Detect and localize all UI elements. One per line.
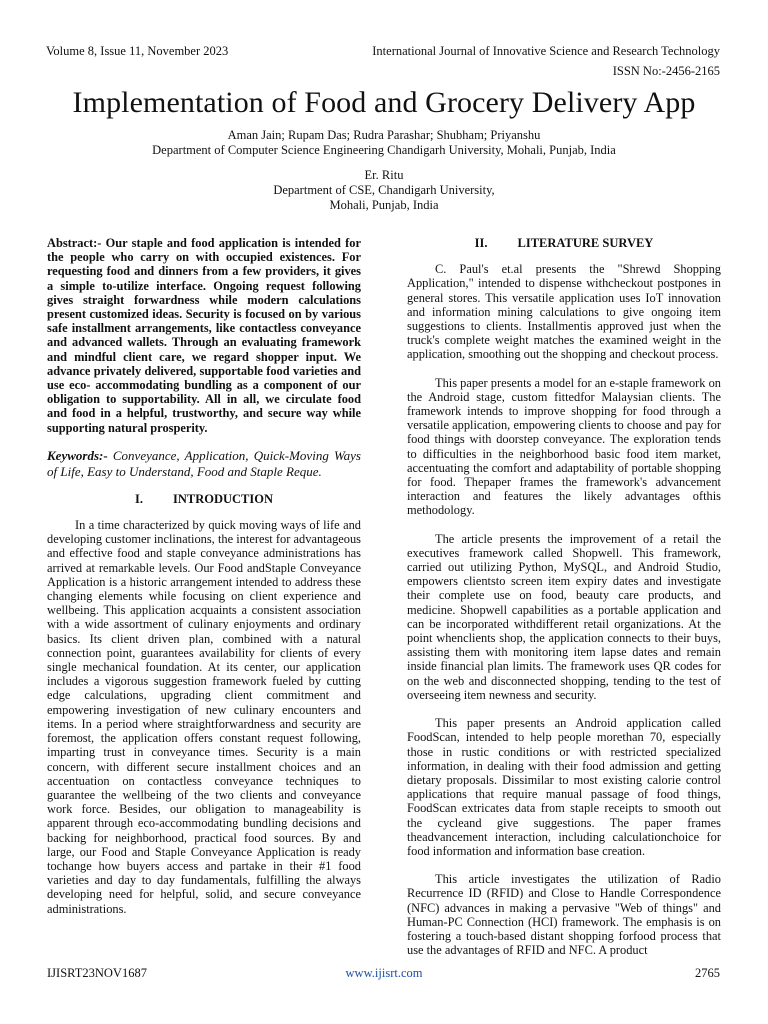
keywords-text: Conveyance, Application, Quick-Moving Ways of Life, Easy to Understand, Food and Staple Reque.: [47, 447, 361, 479]
literature-paragraph-4: This paper presents an Android application called FoodScan, intended to help people morethan 70, especially those in rustic conditions or with restricted specialized information, in dealing with their food admission and getting dietary proposals. Dissimilar to most existing calorie control applications that require manual passage of food things, FoodScan extricates data from staple receipts to smooth out the cycleand give suggestions. The paper frames theadvancement interaction, including calculationchoice for food information and information base creation.: [407, 716, 721, 858]
literature-paragraph-3: The article presents the improvement of a retail the executives framework called Shopwell. This framework, carried out utilizing Python, MySQL, and Android Studio, empowers clientsto screen item expiry dates and investigate their complete use on food, beauty care products, and medicine. Shopwell capabilities as a portable application and can be incorporated withdifferent retail organizations. At the point whenclients shop, the application connects to their buys, assisting them with monitoring item lapse dates and remain inside financial plan limits. The framework uses QR codes for on the web and disconnected shopping, tending to the test of overseeing item newness and security.: [407, 531, 721, 702]
article-code: IJISRT23NOV1687: [47, 966, 147, 980]
literature-paragraph-5: This article investigates the utilization of Radio Recurrence ID (RFID) and Close to Handle Correspondence (NFC) advances in making a pervasive "Web of things" and Human-PC Connection (HCI) framework. The emphasis is on fostering a touch-based distant shopping forfood process that use the advantages of RFID and NFC. A product: [407, 872, 721, 958]
paper-title: Implementation of Food and Grocery Delivery App: [72, 86, 696, 119]
page-number: 2765: [695, 966, 720, 980]
abstract: Abstract:- Our staple and food application is intended for the people who carry on with occupied existences. For requesting food and dinners from a few providers, it gives a simple to-utilize interface. Ongoing request following gives straight forwardness while modern calculations present customized ideas. Security is focused on by various safe installment arrangements, like contactless conveyance and advanced wallets. Through an evaluating framework and mindful client care, we regard shopper input. We advance privately delivered, supportable food varieties and use eco- accommodating bundling as a component of our obligation to supportability. All in all, we circulate food and food in a helpful, trustworthy, and secure way while supporting natural prosperity.: [47, 236, 361, 435]
issn: ISSN No:-2456-2165: [612, 64, 720, 78]
literature-paragraph-2: This paper presents a model for an e-staple framework on the Android stage, custom fittedfor Malaysian clients. The framework intends to improve shopping for food through a versatile application, empowering clients to choose and pay for food things with doorstep conveyance. The exploration tends to difficulties in the neighborhood basic food item market, accentuating the comfort and adaptability of portable shopping for food. Thepaper frames the framework's advancement interaction and features the likely advantages ofthis methodology.: [407, 375, 721, 518]
introduction-paragraph: In a time characterized by quick moving ways of life and developing customer inclinations, the interest for advantageous and effective food and staple conveyance administrations has arrived at remarkable levels. Our Food andStaple Conveyance Application is a historic arrangement intended to address these changing elements while focusing on client experience and wellbeing. This application acquaints a consistent association with a wide assortment of culinary enjoyments and ordinary basics. Its client driven plan, combined with a natural connection point, guarantees availability for clients of every single mechanical foundation. At its center, our application includes a vigorous suggestion framework fueled by cutting edge calculations, upgrading client commitment and empowering investigation of new culinary encounters and items. In a period where straightforwardness and security are foremost, the application offers constant request following, imparting trust in conveyance times. Security is a main concern, with different secure installment choices and an accentuation on contactless conveyance techniques to guarantee the wellbeing of the two clients and conveyance work force. Besides, our obligation to manageability is apparent through eco-accommodating bundling decisions and backing for neighborhood, practical food sources. By and large, our Food and Staple Conveyance Application is ready tochange how buyers access and partake in their #1 food varieties and day to day fundamentals, fulfilling the always developing need for helpful, solid, and secure conveyance administrations.: [47, 518, 361, 916]
section-heading-introduction: I. INTRODUCTION: [134, 491, 273, 506]
authors: Aman Jain; Rupam Das; Rudra Parashar; Shubham; Priyanshu: [227, 128, 541, 142]
keywords: [47, 448, 361, 480]
section-heading-literature: II. LITERATURE SURVEY: [474, 236, 654, 250]
left-column: [47, 236, 361, 930]
journal-url-link[interactable]: www.ijisrt.com: [345, 966, 423, 980]
literature-paragraph-1: C. Paul's et.al presents the "Shrewd Shopping Application," intended to dispense withcheckout postpones in general stores. This versatile application uses IoT innovation and information mining calculations to give ongoing item suggestions to clients. Installmentis approved just when the truck's complete weight matches the examined weight in the application, smoothing out the shopping and checkout process.: [407, 262, 721, 362]
keywords-label: Keywords:-: [47, 447, 108, 463]
department-2-line1: Department of CSE, Chandigarh University,: [273, 183, 495, 197]
department-2-line2: Mohali, Punjab, India: [329, 198, 439, 212]
department-1: Department of Computer Science Engineering Chandigarh University, Mohali, Punjab, India: [152, 143, 616, 157]
volume-info: Volume 8, Issue 11, November 2023: [46, 44, 229, 58]
journal-name: International Journal of Innovative Science and Research Technology: [372, 44, 720, 58]
author-2: Er. Ritu: [364, 168, 404, 182]
right-column: [407, 236, 721, 971]
